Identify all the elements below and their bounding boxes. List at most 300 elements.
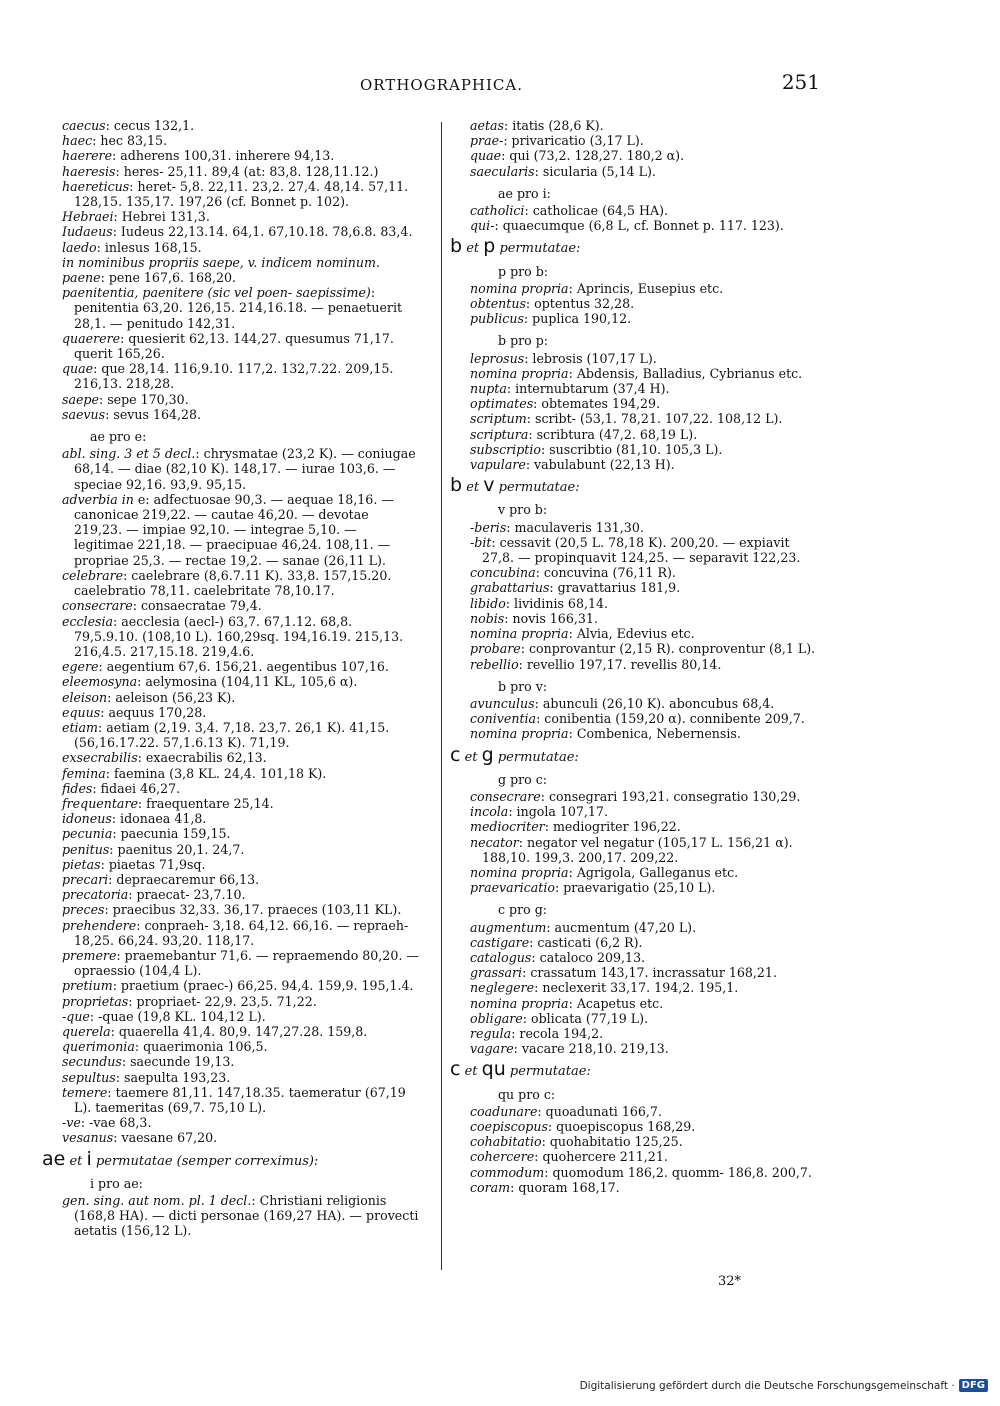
entry-keyword: gen. sing. aut nom. pl. 1 decl. <box>62 1193 252 1209</box>
entry-text: : revellio 197,17. revellis 80,14. <box>518 656 722 672</box>
entry-text: : faemina (3,8 KL. 24,4. 101,18 K). <box>105 765 327 781</box>
footer-text: Digitalisierung gefördert durch die Deutsche Forschungsgemeinschaft · <box>579 1379 955 1392</box>
entry-text: : aelymosina (104,11 KL, 105,6 α). <box>137 674 358 690</box>
entry-keyword: haerere <box>62 148 113 164</box>
entry-keyword: nomina propria <box>470 995 569 1011</box>
entry-text: : internubtarum (37,4 H). <box>506 381 670 397</box>
index-entry <box>470 1011 816 1026</box>
index-entry <box>470 835 816 865</box>
index-entry <box>470 819 816 834</box>
index-entry <box>62 857 420 872</box>
index-entry <box>470 535 816 565</box>
entry-text: : quoepiscopus 168,29. <box>547 1118 696 1134</box>
index-entry <box>62 705 420 720</box>
index-entry <box>62 674 420 689</box>
index-entry <box>470 920 816 935</box>
entry-text: : ingola 107,17. <box>508 804 608 820</box>
entry-text: : scribt- (53,1. 78,21. 107,22. 108,12 L). <box>526 411 783 427</box>
heading-text: et <box>460 1064 482 1080</box>
index-entry <box>62 224 420 239</box>
entry-keyword: saepe <box>62 391 99 407</box>
entry-keyword: nomina propria <box>470 626 569 642</box>
entry-keyword: mediocriter <box>470 819 545 835</box>
index-entry <box>470 457 816 472</box>
index-entry <box>470 696 816 711</box>
entry-keyword: praevaricatio <box>470 880 555 896</box>
entry-keyword: obligare <box>470 1010 523 1026</box>
entry-text: : aecclesia (aecl-) 63,7. 67,1.12. 68,8. 79,5.9.10. (108,10 L). 160,29sq. 194,16.19. 215,13. 216,4.5. 217,15.18. 219,4.6. <box>74 613 404 659</box>
entry-keyword: qui- <box>470 218 495 234</box>
entry-keyword: secundus <box>62 1054 122 1070</box>
index-entry <box>62 1054 420 1069</box>
index-entry <box>470 580 816 595</box>
entry-keyword: rebellio <box>470 656 519 672</box>
entry-keyword: coadunare <box>470 1103 538 1119</box>
index-entry <box>470 311 816 326</box>
index-entry <box>62 361 420 391</box>
index-entry <box>62 1009 420 1024</box>
heading-letter: c <box>450 1058 461 1081</box>
index-entry <box>62 720 420 750</box>
heading-letter: b <box>450 235 463 258</box>
index-entry <box>62 1130 420 1145</box>
heading-text: permutatae: <box>505 1064 591 1080</box>
index-entry <box>62 750 420 765</box>
entry-keyword: femina <box>62 765 106 781</box>
entry-keyword: regula <box>470 1025 512 1041</box>
index-entry <box>470 133 816 148</box>
entry-text: : conprovantur (2,15 R). conproventur (8,1 L). <box>520 641 816 657</box>
index-entry <box>470 118 816 133</box>
index-entry <box>62 209 420 224</box>
entry-text: : idonaea 41,8. <box>111 811 207 827</box>
entry-keyword: cohercere <box>470 1149 535 1165</box>
entry-keyword: temere <box>62 1084 108 1100</box>
entry-text: : recola 194,2. <box>511 1025 604 1041</box>
entry-text: : quaecumque (6,8 L, cf. Bonnet p. 117. 123). <box>494 218 784 234</box>
entry-keyword: coniventia <box>470 711 537 727</box>
entry-keyword: paene <box>62 270 101 286</box>
entry-text: : casticati (6,2 R). <box>529 934 643 950</box>
entry-keyword: incola <box>470 804 509 820</box>
entry-text: : quesierit 62,13. 144,27. quesumus 71,17. querit 165,26. <box>74 330 394 362</box>
index-entry <box>470 865 816 880</box>
index-entry <box>62 614 420 660</box>
entry-keyword: pretium <box>62 978 113 994</box>
entry-text: : piaetas 71,9sq. <box>100 856 206 872</box>
entry-text: : aucmentum (47,20 L). <box>546 919 697 935</box>
entry-keyword: augmentum <box>470 919 547 935</box>
entry-keyword: grassari <box>470 965 523 981</box>
index-entry <box>62 918 420 948</box>
index-entry <box>470 626 816 641</box>
entry-text: : aetiam (2,19. 3,4. 7,18. 23,7. 26,1 K). 41,15. (56,16.17.22. 57,1.6.13 K). 71,19. <box>74 719 390 751</box>
entry-text: : Hebrei 131,3. <box>113 209 210 225</box>
entry-keyword: neglegere <box>470 980 535 996</box>
index-entry <box>62 164 420 179</box>
index-entry <box>62 148 420 163</box>
index-entry <box>470 711 816 726</box>
index-entry <box>470 996 816 1011</box>
entry-keyword: saecularis <box>470 163 535 179</box>
entry-text: : obtemates 194,29. <box>533 396 661 412</box>
section-heading <box>450 474 816 497</box>
footer <box>580 1379 988 1392</box>
entry-text: : aegentium 67,6. 156,21. aegentibus 107,16. <box>98 659 389 675</box>
index-entry <box>470 726 816 741</box>
entry-text: : sepe 170,30. <box>98 391 189 407</box>
index-entry <box>62 766 420 781</box>
entry-keyword: necator <box>470 834 519 850</box>
index-entry <box>470 427 816 442</box>
entry-text: : paecunia 159,15. <box>112 826 231 842</box>
entry-keyword: abl. sing. 3 et 5 decl. <box>62 446 196 462</box>
entry-keyword: -que <box>62 1008 90 1024</box>
entry-text: : quoadunati 166,7. <box>537 1103 662 1119</box>
entry-text: : heret- 5,8. 22,11. 23,2. 27,4. 48,14. 57,11. 128,15. 135,17. 197,26 (cf. Bonnet p. 102). <box>74 178 409 210</box>
entry-keyword: vapulare <box>470 457 526 473</box>
entry-text: : praevarigatio (25,10 L). <box>554 880 716 896</box>
entry-keyword: scriptura <box>470 426 529 442</box>
entry-text: : vabulabunt (22,13 H). <box>525 457 675 473</box>
entry-text: : Combenica, Nebernensis. <box>568 726 741 742</box>
entry-keyword: exsecrabilis <box>62 750 138 766</box>
entry-keyword: probare <box>470 641 521 657</box>
entry-keyword: nomina propria <box>470 864 569 880</box>
index-entry <box>62 179 420 209</box>
index-entry <box>470 1180 816 1195</box>
entry-keyword: precatoria <box>62 887 129 903</box>
entry-text: : itatis (28,6 K). <box>504 118 604 133</box>
entry-keyword: Hebraei <box>62 209 114 225</box>
entry-keyword: ecclesia <box>62 613 114 629</box>
entry-text: : praetium (praec-) 66,25. 94,4. 159,9. 195,1.4. <box>112 978 414 994</box>
index-entry <box>470 442 816 457</box>
index-entry <box>470 203 816 218</box>
index-entry <box>62 948 420 978</box>
entry-text: : mediogriter 196,22. <box>544 819 681 835</box>
entry-text: : praecibus 32,33. 36,17. praeces (103,11 KL). <box>104 902 402 918</box>
index-entry <box>470 520 816 535</box>
index-entry <box>62 1115 420 1130</box>
entry-keyword: -bit <box>470 534 492 550</box>
entry-text: : -vae 68,3. <box>80 1115 152 1131</box>
index-entry <box>470 1041 816 1056</box>
entry-keyword: subscriptio <box>470 441 541 457</box>
entry-text: : Acapetus etc. <box>568 995 664 1011</box>
entry-text: : lividinis 68,14. <box>505 595 608 611</box>
entry-keyword: eleison <box>62 689 108 705</box>
entry-text: : suscribtio (81,10. 105,3 L). <box>540 441 723 457</box>
entry-text: : exaecrabilis 62,13. <box>137 750 267 766</box>
entry-text: : pene 167,6. 168,20. <box>100 270 237 286</box>
index-entry <box>470 789 816 804</box>
entry-text: : Aprincis, Eusepius etc. <box>568 280 724 296</box>
entry-keyword: etiam <box>62 719 98 735</box>
entry-keyword: celebrare <box>62 567 124 583</box>
entry-keyword: vagare <box>470 1041 514 1057</box>
index-entry <box>470 1026 816 1041</box>
right-column <box>450 118 816 1195</box>
entry-text: : Agrigola, Galleganus etc. <box>568 864 739 880</box>
entry-keyword: prehendere <box>62 917 137 933</box>
index-entry <box>62 1039 420 1054</box>
entry-keyword: concubina <box>470 565 536 581</box>
index-entry <box>470 1134 816 1149</box>
entry-text: : Abdensis, Balladius, Cybrianus etc. <box>568 365 803 381</box>
dfg-logo: DFG <box>959 1379 988 1392</box>
entry-text: : quomodum 186,2. quomm- 186,8. 200,7. <box>544 1164 812 1180</box>
index-entry <box>470 1149 816 1164</box>
entry-text: : saepulta 193,23. <box>115 1069 231 1085</box>
entry-text: : vaesane 67,20. <box>113 1130 218 1146</box>
heading-text: et <box>460 749 482 765</box>
index-entry <box>470 935 816 950</box>
entry-keyword: querimonia <box>62 1039 135 1055</box>
entry-text: : maculaveris 131,30. <box>506 519 644 535</box>
index-entry <box>470 804 816 819</box>
entry-text: : que 28,14. 116,9.10. 117,2. 132,7.22. 209,15. 216,13. 218,28. <box>74 361 394 392</box>
index-entry <box>470 411 816 426</box>
entry-text: : penitentia 63,20. 126,15. 214,16.18. — penaetuerit 28,1. — penitudo 142,31. <box>74 285 403 331</box>
entry-text: : catholicae (64,5 HA). <box>524 203 669 219</box>
entry-text: : saecunde 19,13. <box>121 1054 235 1070</box>
entry-keyword: aetas <box>470 118 504 133</box>
entry-keyword: penitus <box>62 841 110 857</box>
index-entry <box>62 255 420 270</box>
index-entry <box>470 396 816 411</box>
entry-keyword: avunculus <box>470 695 535 711</box>
entry-keyword: querela <box>62 1023 111 1039</box>
subsection-label: p pro b: <box>498 263 549 279</box>
index-entry <box>62 598 420 613</box>
running-title: ORTHOGRAPHICA. <box>360 76 523 94</box>
entry-text: : praemebantur 71,6. — repraemendo 80,20. — opraessio (104,4 L). <box>74 947 419 979</box>
entry-text: : heres- 25,11. 89,4 (at: 83,8. 128,11.12.) <box>115 163 379 179</box>
index-entry <box>470 641 816 656</box>
entry-text: : hec 83,15. <box>92 133 168 149</box>
entry-keyword: egere <box>62 659 99 675</box>
entry-text: e: adfectuosae 90,3. — aequae 18,16. — canonicae 219,22. — cautae 46,20. — devotae 219,23. — impiae 92,10. — integrae 5,10. — legitimae 221,18. — praecipuae 46,24. 108,11. — propriae 25,3. — rectae 19,2. — sanae (26,11 L). <box>74 491 394 568</box>
index-entry <box>62 1070 420 1085</box>
entry-text: : fraequentare 25,14. <box>137 795 274 811</box>
entry-keyword: coepiscopus <box>470 1118 548 1134</box>
entry-text: : quaerella 41,4. 80,9. 147,27.28. 159,8. <box>110 1023 368 1039</box>
entry-text: : puplica 190,12. <box>523 311 632 327</box>
signature-mark: 32* <box>718 1274 742 1289</box>
heading-text: permutatae: <box>495 241 581 257</box>
entry-keyword: caecus <box>62 118 106 133</box>
entry-keyword: vesanus <box>62 1130 114 1146</box>
entry-text: : consegrari 193,21. consegratio 130,29. <box>540 788 801 804</box>
index-entry <box>62 690 420 705</box>
entry-text: : lebrosis (107,17 L). <box>524 350 657 366</box>
index-entry <box>470 381 816 396</box>
entry-text: : qui (73,2. 128,27. 180,2 α). <box>501 148 685 164</box>
entry-keyword: sepultus <box>62 1069 116 1085</box>
subsection-label: qu pro c: <box>498 1086 556 1102</box>
entry-keyword: in nominibus propriis saepe, v. indicem nominum. <box>62 254 380 270</box>
entry-keyword: adverbia in <box>62 491 134 507</box>
index-entry <box>62 796 420 811</box>
heading-letter: g <box>481 743 494 766</box>
heading-text: permutatae: <box>493 749 579 765</box>
entry-text: : conpraeh- 3,18. 64,12. 66,16. — repraeh- 18,25. 66,24. 93,20. 118,17. <box>74 917 409 948</box>
entry-keyword: proprietas <box>62 993 129 1009</box>
index-entry <box>470 965 816 980</box>
index-entry <box>62 492 420 568</box>
entry-keyword: -ve <box>62 1115 81 1131</box>
subsection-label: c pro g: <box>498 902 548 918</box>
index-entry <box>470 657 816 672</box>
index-entry <box>62 568 420 598</box>
index-entry <box>470 1165 816 1180</box>
entry-text: : privaricatio (3,17 L). <box>503 133 644 149</box>
entry-keyword: pecunia <box>62 826 113 842</box>
entry-keyword: libido <box>470 595 506 611</box>
subsection-label: g pro c: <box>498 771 548 787</box>
index-entry <box>470 281 816 296</box>
index-entry <box>470 565 816 580</box>
entry-keyword: quaerere <box>62 330 121 346</box>
entry-text: : abunculi (26,10 K). aboncubus 68,4. <box>534 695 775 711</box>
heading-text: permutatae (semper correximus): <box>91 1153 319 1169</box>
entry-keyword: catalogus <box>470 949 532 965</box>
entry-text: : Alvia, Edevius etc. <box>568 626 695 642</box>
index-entry <box>62 994 420 1009</box>
page-number: 251 <box>781 70 820 94</box>
entry-keyword: catholici <box>470 203 525 219</box>
index-entry <box>62 902 420 917</box>
index-entry <box>470 880 816 895</box>
index-entry <box>62 331 420 361</box>
heading-letter: b <box>450 474 463 497</box>
entry-keyword: frequentare <box>62 795 138 811</box>
entry-keyword: haeresis <box>62 163 116 179</box>
entry-text: : propriaet- 22,9. 23,5. 71,22. <box>128 993 317 1009</box>
entry-keyword: haereticus <box>62 178 130 194</box>
entry-text: : paenitus 20,1. 24,7. <box>109 841 245 857</box>
entry-text: : quoram 168,17. <box>510 1179 620 1195</box>
heading-letter: c <box>450 743 461 766</box>
entry-text: : cataloco 209,13. <box>531 949 646 965</box>
entry-text: : concuvina (76,11 R). <box>535 565 676 581</box>
heading-text: et <box>462 241 484 257</box>
entry-text: : conibentia (159,20 α). connibente 209,7. <box>536 711 805 727</box>
entry-keyword: commodum <box>470 1164 545 1180</box>
entry-text: : gravattarius 181,9. <box>549 580 681 596</box>
subsection-label: b pro v: <box>498 678 548 694</box>
index-entry <box>62 407 420 422</box>
index-entry <box>62 1024 420 1039</box>
entry-text: : cecus 132,1. <box>105 118 195 133</box>
heading-letter: ae <box>42 1147 66 1170</box>
index-entry <box>470 1119 816 1134</box>
running-head <box>60 70 820 94</box>
entry-keyword: pietas <box>62 856 101 872</box>
section-heading <box>450 235 816 258</box>
entry-keyword: publicus <box>470 311 524 327</box>
entry-keyword: consecrare <box>470 788 541 804</box>
entry-text: : quaerimonia 106,5. <box>134 1039 268 1055</box>
entry-text: : depraecaremur 66,13. <box>108 871 260 887</box>
index-entry <box>62 446 420 492</box>
index-entry <box>62 1085 420 1115</box>
entry-keyword: cohabitatio <box>470 1134 542 1150</box>
subsection-label: i pro ae: <box>90 1175 143 1191</box>
index-entry <box>470 1104 816 1119</box>
index-entry <box>470 611 816 626</box>
section-heading <box>450 743 816 766</box>
entry-text: : aeleison (56,23 K). <box>107 689 236 705</box>
entry-keyword: Iudaeus <box>62 224 113 240</box>
heading-text: et <box>462 480 484 496</box>
index-entry <box>62 978 420 993</box>
entry-text: : consaecratae 79,4. <box>132 598 262 614</box>
entry-text: : vacare 218,10. 219,13. <box>513 1041 669 1057</box>
entry-keyword: quae <box>62 361 94 377</box>
entry-text: : negator vel negatur (105,17 L. 156,21 α). 188,10. 199,3. 200,17. 209,22. <box>482 834 793 865</box>
entry-keyword: optimates <box>470 396 534 412</box>
entry-keyword: nomina propria <box>470 280 569 296</box>
entry-text: : quohercere 211,21. <box>534 1149 668 1165</box>
index-entry <box>470 366 816 381</box>
entry-text: : optentus 32,28. <box>525 296 635 312</box>
entry-keyword: nomina propria <box>470 726 569 742</box>
index-entry <box>470 148 816 163</box>
entry-keyword: eleemosyna <box>62 674 138 690</box>
index-entry <box>62 872 420 887</box>
entry-keyword: idoneus <box>62 811 112 827</box>
entry-keyword: fides <box>62 780 93 796</box>
index-entry <box>470 164 816 179</box>
index-entry <box>62 270 420 285</box>
entry-keyword: -beris <box>470 519 507 535</box>
section-heading <box>42 1147 420 1170</box>
entry-keyword: saevus <box>62 406 106 422</box>
index-entry <box>62 133 420 148</box>
index-entry <box>62 659 420 674</box>
index-entry <box>470 218 816 233</box>
entry-keyword: paenitentia, paenitere (sic vel poen- saepissime) <box>62 285 371 301</box>
subsection-label: ae pro i: <box>498 185 551 201</box>
entry-keyword: precari <box>62 871 109 887</box>
index-entry <box>62 285 420 331</box>
entry-keyword: nobis <box>470 610 505 626</box>
index-entry <box>62 392 420 407</box>
heading-letter: v <box>483 474 495 497</box>
entry-keyword: obtentus <box>470 296 526 312</box>
entry-keyword: premere <box>62 947 117 963</box>
entry-text: : adherens 100,31. inherere 94,13. <box>112 148 335 164</box>
index-entry <box>470 950 816 965</box>
entry-keyword: preces <box>62 902 105 918</box>
entry-keyword: nomina propria <box>470 365 569 381</box>
left-column <box>42 118 420 1239</box>
index-entry <box>62 842 420 857</box>
heading-letter: qu <box>481 1058 506 1081</box>
entry-text: : quohabitatio 125,25. <box>541 1134 683 1150</box>
subsection-label: v pro b: <box>498 502 548 518</box>
entry-text: : Iudeus 22,13.14. 64,1. 67,10.18. 78,6.8. 83,4. <box>112 224 413 240</box>
index-entry <box>62 781 420 796</box>
entry-keyword: grabattarius <box>470 580 550 596</box>
entry-text: : -quae (19,8 KL. 104,12 L). <box>89 1008 266 1024</box>
index-entry <box>470 351 816 366</box>
entry-keyword: consecrare <box>62 598 133 614</box>
entry-text: : taemere 81,11. 147,18.35. taemeratur (67,19 L). taemeritas (69,7. 75,10 L). <box>74 1084 406 1115</box>
index-entry <box>62 811 420 826</box>
